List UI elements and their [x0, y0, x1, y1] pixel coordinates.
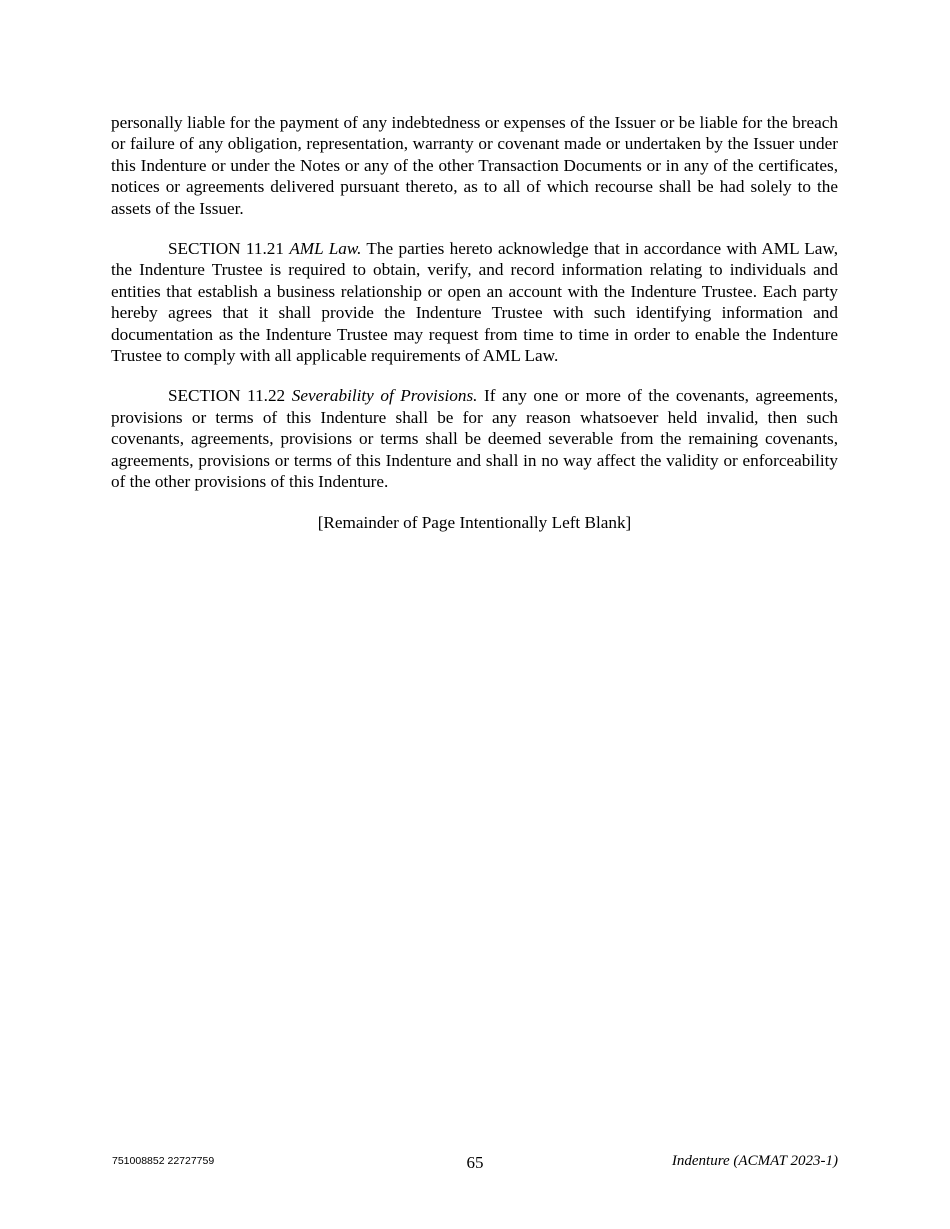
section-title: AML Law. — [289, 239, 362, 259]
page-number: 65 — [466, 1153, 484, 1172]
section-11-21-paragraph — [111, 238, 838, 366]
footer-doc-id: 751008852 22727759 — [112, 1155, 215, 1167]
footer-doc-title: Indenture (ACMAT 2023-1) — [671, 1153, 838, 1169]
section-number: SECTION 11.21 — [168, 239, 284, 259]
continuation-paragraph: personally liable for the payment of any indebtedness or expenses of the Issuer or be liable for the breach or failure of any obligation, representation, warranty or covenant made or undertaken by the Issuer under this Indenture or under the Notes or any of the other Transaction Documents or in any of the certificates, notices or agreements delivered pursuant thereto, as to all of which recourse shall be had solely to the assets of the Issuer. — [111, 113, 838, 218]
section-text: The parties hereto acknowledge that in accordance with AML Law, the Indenture Trustee is required to obtain, verify, and record information relating to individuals and entities that establish a business relationship or open an account with the Indenture Trustee. Each party hereby agrees that it shall provide the Indenture Trustee with such identifying information and documentation as the Indenture Trustee may request from time to time in order to enable the Indenture Trustee to comply with all applicable requirements of AML Law. — [111, 239, 839, 366]
section-title: Severability of Provisions. — [291, 386, 478, 406]
section-number: SECTION 11.22 — [168, 386, 286, 406]
remainder-note: [Remainder of Page Intentionally Left Blank] — [317, 512, 632, 532]
section-11-22-paragraph — [111, 385, 838, 492]
page-body — [111, 112, 838, 533]
section-text: If any one or more of the covenants, agreements, provisions or terms of this Indenture shall be for any reason whatsoever held invalid, then such covenants, agreements, provisions or terms shall be deemed severable from the remaining covenants, agreements, provisions or terms of this Indenture and shall in no way affect the validity or enforceability of the other provisions of this Indenture. — [111, 386, 839, 492]
